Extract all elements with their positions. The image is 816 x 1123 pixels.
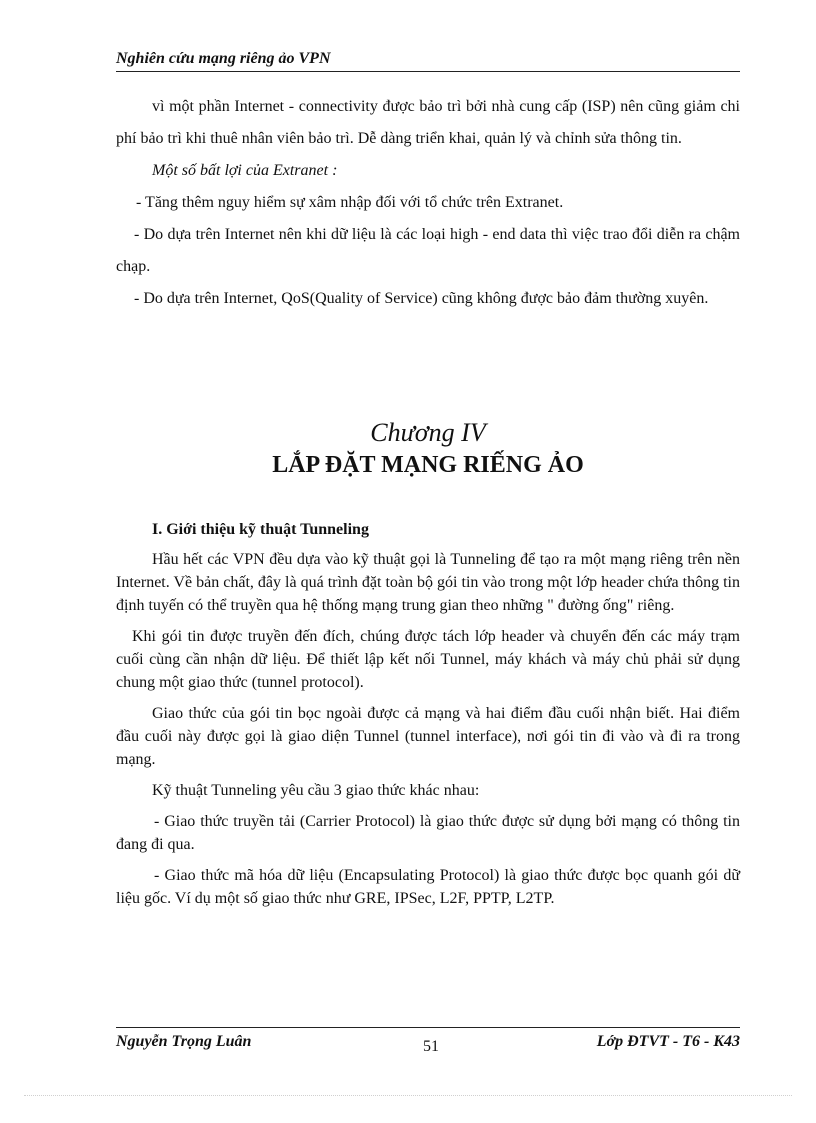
intro-continuation-paragraph: vì một phần Internet - connectivity được bảo trì bởi nhà cung cấp (ISP) nên cũng giảm chi phí bảo trì khi thuê nhân viên bảo trì. Dễ dàng triển khai, quản lý và chỉnh sửa thông tin. bbox=[116, 98, 740, 147]
header-divider bbox=[116, 71, 740, 72]
body-paragraph: Hầu hết các VPN đều dựa vào kỹ thuật gọi là Tunneling để tạo ra một mạng riêng trên nền Internet. Về bản chất, đây là quá trình đặt toàn bộ gói tin vào trong một lớp header chứa thông tin định tuyến có thể truyền qua hệ thống mạng trung gian theo những " đường ống" riêng. bbox=[116, 551, 740, 614]
chapter-number: Chương IV bbox=[370, 418, 486, 447]
body-paragraph: Khi gói tin được truyền đến đích, chúng được tách lớp header và chuyển đến các máy trạm cuối cùng cần nhận dữ liệu. Để thiết lập kết nối Tunnel, máy khách và máy chủ phải sử dụng chung một giao thức (tunnel protocol). bbox=[116, 628, 740, 691]
body-paragraph: Giao thức của gói tin bọc ngoài được cả mạng và hai điểm đầu cuối nhận biết. Hai điểm đầu cuối này được gọi là giao diện Tunnel (tunnel interface), nơi gói tin đi vào và đi ra trong mạng. bbox=[116, 705, 740, 768]
footer-author: Nguyễn Trọng Luân bbox=[116, 1033, 252, 1050]
protocol-item: - Giao thức mã hóa dữ liệu (Encapsulating Protocol) là giao thức được bọc quanh gói dữ liệu gốc. Ví dụ một số giao thức như GRE, IPSec, L2F, PPTP, L2TP. bbox=[116, 867, 740, 907]
chapter-title: LẮP ĐẶT MẠNG RIẾNG ẢO bbox=[272, 452, 584, 478]
footer-class: Lớp ĐTVT - T6 - K43 bbox=[596, 1033, 740, 1050]
page-header-title: Nghiên cứu mạng riêng ảo VPN bbox=[116, 50, 331, 67]
intro-section bbox=[116, 91, 740, 315]
page-bottom-edge bbox=[24, 1095, 792, 1096]
footer-divider bbox=[116, 1027, 740, 1028]
section-title: I. Giới thiệu kỹ thuật Tunneling bbox=[152, 521, 369, 538]
disadvantage-item: - Do dựa trên Internet, QoS(Quality of Service) cũng không được bảo đảm thường xuyên. bbox=[134, 290, 709, 307]
disadvantages-heading: Một số bất lợi của Extranet : bbox=[152, 162, 338, 179]
disadvantage-item: - Tăng thêm nguy hiểm sự xâm nhập đối với tổ chức trên Extranet. bbox=[136, 194, 564, 211]
page-number: 51 bbox=[423, 1038, 439, 1055]
body-paragraph: Kỹ thuật Tunneling yêu cầu 3 giao thức khác nhau: bbox=[152, 782, 480, 799]
protocol-item: - Giao thức truyền tải (Carrier Protocol) là giao thức được sử dụng bởi mạng có thông tin đang đi qua. bbox=[116, 813, 740, 853]
disadvantage-item: - Do dựa trên Internet nên khi dữ liệu là các loại high - end data thì việc trao đổi diễn ra chậm chạp. bbox=[116, 226, 740, 275]
section-body bbox=[116, 548, 740, 918]
